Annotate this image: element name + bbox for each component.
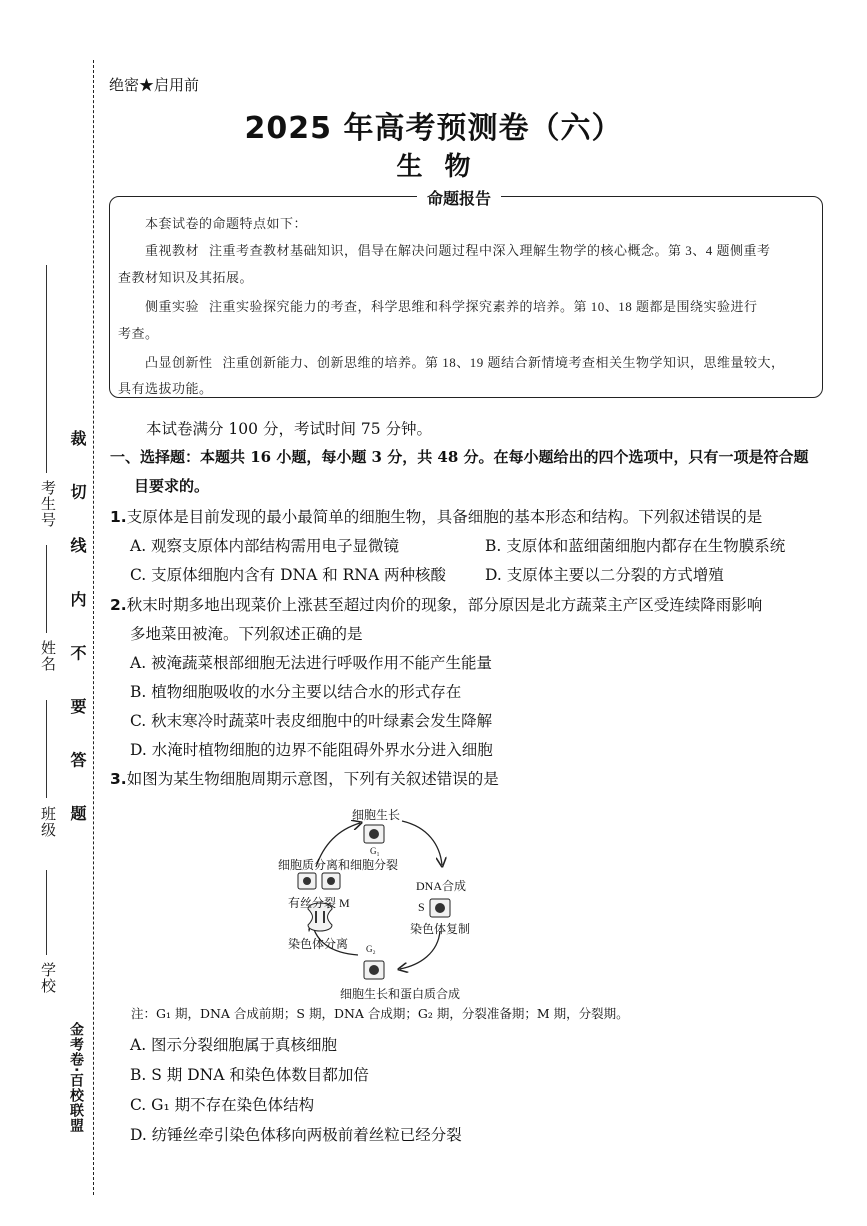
school-label: 学校 xyxy=(39,962,57,994)
question-stem: 如图为某生物细胞周期示意图，下列有关叙述错误的是 xyxy=(126,770,499,788)
binding-dashed-line xyxy=(93,60,94,1195)
q2-option-a: A. 被淹蔬菜根部细胞无法进行呼吸作用不能产生能量 xyxy=(130,654,493,672)
section-heading-cont: 目要求的。 xyxy=(134,477,210,495)
class-label: 班级 xyxy=(39,806,57,838)
report-item-head: 凸显创新性 xyxy=(145,355,213,370)
label-dna-synthesis: DNA合成 xyxy=(416,879,466,893)
report-item-2 xyxy=(145,296,845,315)
report-item-head: 侧重实验 xyxy=(145,299,200,314)
label-mitosis: 有丝分裂 M xyxy=(288,896,350,910)
report-item-3 xyxy=(145,352,845,371)
daughter-nucleus xyxy=(303,877,311,885)
report-item-3-cont: 具有选拔功能。 xyxy=(118,381,213,396)
question-number: 1. xyxy=(110,508,127,526)
report-item-text: 注重创新能力、创新思维的培养。第 18、19 题结合新情境考查相关生物学知识，思维量较大， xyxy=(222,355,785,370)
name-line xyxy=(46,545,47,633)
q2-option-d: D. 水淹时植物细胞的边界不能阻碍外界水分进入细胞 xyxy=(130,741,493,759)
q1-option-a: A. 观察支原体内部结构需用电子显微镜 xyxy=(130,537,400,555)
label-cell-growth: 细胞生长 xyxy=(352,808,401,822)
g2-nucleus xyxy=(369,965,379,975)
q3-option-d: D. 纺锤丝牵引染色体移向两极前着丝粒已经分裂 xyxy=(130,1126,462,1144)
question-3 xyxy=(110,767,499,789)
question-stem: 秋末时期多地出现菜价上涨甚至超过肉价的现象，部分原因是北方蔬菜主产区受连续降雨影响 xyxy=(126,596,763,614)
report-heading: 命题报告 xyxy=(417,186,501,209)
label-g2: G₂ xyxy=(366,944,376,954)
q1-option-d: D. 支原体主要以二分裂的方式增殖 xyxy=(485,566,724,584)
question-2 xyxy=(110,593,762,615)
exam-title: 2025 年高考预测卷（六） xyxy=(244,111,623,146)
name-label: 姓名 xyxy=(39,640,57,672)
report-item-text: 注重考查教材基础知识，倡导在解决问题过程中深入理解生物学的核心概念。第 3、4 题侧重考 xyxy=(209,243,771,258)
g1-nucleus xyxy=(369,829,379,839)
question-stem: 支原体是目前发现的最小最简单的细胞生物，具备细胞的基本形态和结构。下列叙述错误的是 xyxy=(126,508,763,526)
diagram-note: 注：G₁ 期，DNA 合成前期；S 期，DNA 合成期；G₂ 期，分裂准备期；M 期，分裂期。 xyxy=(131,1006,629,1021)
arrow-g1-to-s xyxy=(402,821,442,865)
label-replication: 染色体复制 xyxy=(410,922,471,936)
label-cell-growth-protein: 细胞生长和蛋白质合成 xyxy=(340,987,461,1001)
report-item-1 xyxy=(145,240,845,259)
exam-no-label: 考生号 xyxy=(39,480,57,528)
label-s: S xyxy=(418,900,425,914)
exam-no-line xyxy=(46,265,47,473)
q2-option-c: C. 秋末寒冷时蔬菜叶表皮细胞中的叶绿素会发生降解 xyxy=(130,712,493,730)
school-line xyxy=(46,870,47,955)
brand-label: 金考卷·百校联盟 xyxy=(68,1022,84,1134)
label-g1: G₁ xyxy=(370,846,380,856)
subject-title: 生物 xyxy=(396,152,493,182)
daughter-nucleus xyxy=(327,877,335,885)
exam-info: 本试卷满分 100 分，考试时间 75 分钟。 xyxy=(146,420,433,438)
class-line xyxy=(46,700,47,798)
section-heading: 一、选择题：本题共 16 小题，每小题 3 分，共 48 分。在每小题给出的四个选项中，只有一项是符合题 xyxy=(110,448,809,466)
q3-option-c: C. G₁ 期不存在染色体结构 xyxy=(130,1096,315,1114)
question-number: 3. xyxy=(110,770,127,788)
question-1 xyxy=(110,505,762,527)
q1-option-c: C. 支原体细胞内含有 DNA 和 RNA 两种核酸 xyxy=(130,566,446,584)
question-2-cont: 多地菜田被淹。下列叙述正确的是 xyxy=(130,625,363,643)
report-item-head: 重视教材 xyxy=(145,243,200,258)
report-item-2-cont: 考查。 xyxy=(118,326,159,341)
q3-option-a: A. 图示分裂细胞属于真核细胞 xyxy=(130,1036,338,1054)
s-nucleus xyxy=(435,903,445,913)
question-number: 2. xyxy=(110,596,127,614)
label-separation: 染色体分离 xyxy=(288,937,349,951)
q3-option-b: B. S 期 DNA 和染色体数目都加倍 xyxy=(130,1066,369,1084)
report-intro: 本套试卷的命题特点如下： xyxy=(145,216,308,231)
q1-option-b: B. 支原体和蓝细菌细胞内都存在生物膜系统 xyxy=(485,537,786,555)
confidential-mark: 绝密★启用前 xyxy=(109,76,200,94)
report-item-1-cont: 查教材知识及其拓展。 xyxy=(118,270,254,285)
q2-option-b: B. 植物细胞吸收的水分主要以结合水的形式存在 xyxy=(130,683,462,701)
label-cytokinesis: 细胞质分离和细胞分裂 xyxy=(278,858,399,872)
no-answer-notice: 裁 切 线 内 不 要 答 题 xyxy=(68,430,87,837)
report-item-text: 注重实验探究能力的考查，科学思维和科学探究素养的培养。第 10、18 题都是围绕实验进行 xyxy=(209,299,758,314)
